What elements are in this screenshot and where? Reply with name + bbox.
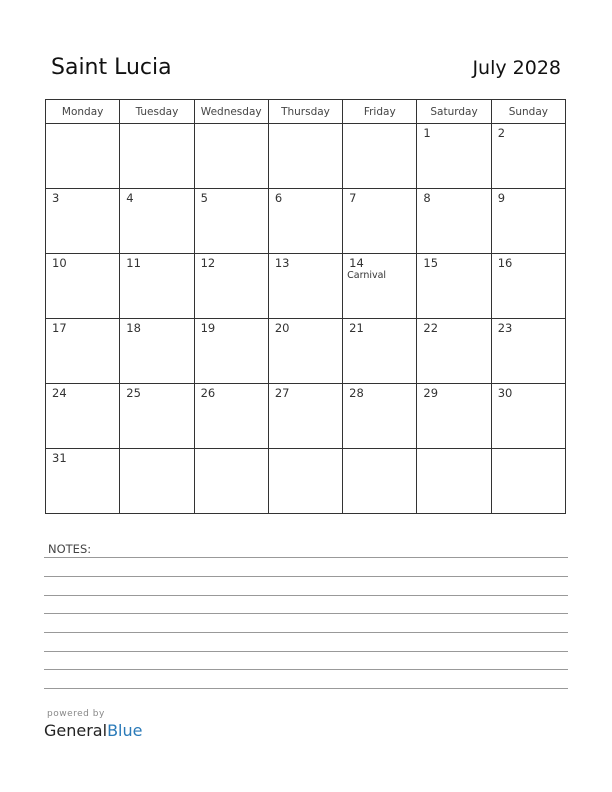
week-row <box>46 254 566 319</box>
day-cell[interactable] <box>343 319 417 384</box>
holiday-label: Carnival <box>347 270 387 281</box>
day-number: 4 <box>126 191 134 205</box>
week-row <box>46 449 566 514</box>
day-cell[interactable] <box>120 124 194 189</box>
day-cell[interactable] <box>46 319 120 384</box>
day-number: 21 <box>349 321 364 335</box>
day-cell[interactable] <box>417 449 491 514</box>
day-number: 16 <box>497 256 513 270</box>
note-line[interactable] <box>44 557 568 558</box>
note-line[interactable] <box>44 688 568 689</box>
calendar-grid <box>45 99 566 514</box>
day-cell[interactable] <box>120 189 194 254</box>
day-number: 2 <box>497 126 506 140</box>
day-cell[interactable] <box>491 189 565 254</box>
day-number: 26 <box>200 386 216 400</box>
day-number: 7 <box>349 191 357 205</box>
day-cell[interactable] <box>120 449 194 514</box>
day-cell[interactable] <box>194 449 268 514</box>
day-cell[interactable] <box>417 189 491 254</box>
weekday-header: Sunday <box>491 100 565 124</box>
day-cell[interactable] <box>120 254 194 319</box>
weekday-header-row <box>46 100 566 124</box>
brand-logo[interactable] <box>44 721 142 740</box>
day-cell[interactable] <box>268 254 342 319</box>
weekday-header: Friday <box>343 100 417 124</box>
note-line[interactable] <box>44 651 568 652</box>
month-year-title: July 2028 <box>472 57 561 79</box>
day-number: 6 <box>274 191 283 205</box>
day-number: 3 <box>52 191 60 205</box>
day-cell[interactable] <box>120 319 194 384</box>
day-cell[interactable] <box>491 124 565 189</box>
day-cell[interactable] <box>417 254 491 319</box>
day-cell[interactable] <box>268 189 342 254</box>
day-number: 14 <box>349 256 364 270</box>
note-line[interactable] <box>44 669 568 670</box>
day-cell[interactable] <box>268 124 342 189</box>
day-number: 20 <box>274 321 290 335</box>
day-cell[interactable] <box>491 384 565 449</box>
day-cell[interactable] <box>491 449 565 514</box>
day-number: 9 <box>497 191 506 205</box>
day-cell[interactable] <box>46 384 120 449</box>
day-cell[interactable] <box>268 449 342 514</box>
day-number: 24 <box>52 386 67 400</box>
day-number: 11 <box>126 256 141 270</box>
day-cell[interactable] <box>194 384 268 449</box>
day-number: 19 <box>200 321 216 335</box>
day-cell[interactable] <box>343 189 417 254</box>
day-number: 31 <box>52 451 67 465</box>
weekday-header: Wednesday <box>194 100 268 124</box>
day-cell[interactable] <box>417 384 491 449</box>
day-number: 1 <box>423 126 431 140</box>
day-cell[interactable] <box>343 124 417 189</box>
day-cell[interactable] <box>343 449 417 514</box>
weekday-header: Tuesday <box>120 100 194 124</box>
brand-logo-part1: General <box>44 721 108 740</box>
day-number: 23 <box>497 321 513 335</box>
day-number: 13 <box>274 256 290 270</box>
day-number: 8 <box>423 191 431 205</box>
brand-logo-part2: Blue <box>107 721 143 740</box>
powered-by-text: powered by <box>47 709 105 719</box>
day-number: 27 <box>274 386 290 400</box>
day-cell[interactable] <box>46 449 120 514</box>
note-line[interactable] <box>44 576 568 577</box>
day-cell[interactable] <box>194 189 268 254</box>
day-number: 18 <box>126 321 141 335</box>
note-line[interactable] <box>44 632 568 633</box>
day-number: 5 <box>200 191 208 205</box>
day-cell[interactable] <box>46 124 120 189</box>
day-cell[interactable] <box>194 319 268 384</box>
day-cell[interactable] <box>268 319 342 384</box>
notes-label: NOTES: <box>48 542 92 556</box>
day-number: 30 <box>497 386 513 400</box>
week-row <box>46 189 566 254</box>
week-row <box>46 124 566 189</box>
day-number: 15 <box>423 256 439 270</box>
day-cell[interactable] <box>343 384 417 449</box>
note-line[interactable] <box>44 595 568 596</box>
day-cell[interactable] <box>491 319 565 384</box>
day-number: 28 <box>349 386 364 400</box>
weekday-header: Thursday <box>268 100 342 124</box>
day-cell[interactable] <box>46 189 120 254</box>
day-cell[interactable] <box>343 254 417 319</box>
day-cell[interactable] <box>46 254 120 319</box>
note-line[interactable] <box>44 613 568 614</box>
day-number: 22 <box>423 321 439 335</box>
day-cell[interactable] <box>491 254 565 319</box>
day-number: 12 <box>200 256 216 270</box>
week-row <box>46 384 566 449</box>
weekday-header: Saturday <box>417 100 491 124</box>
day-cell[interactable] <box>268 384 342 449</box>
day-number: 29 <box>423 386 439 400</box>
week-row <box>46 319 566 384</box>
day-cell[interactable] <box>417 124 491 189</box>
country-title: Saint Lucia <box>51 55 172 80</box>
day-number: 17 <box>52 321 67 335</box>
day-cell[interactable] <box>417 319 491 384</box>
day-cell[interactable] <box>194 124 268 189</box>
day-number: 10 <box>52 256 67 270</box>
day-number: 25 <box>126 386 141 400</box>
weekday-header: Monday <box>46 100 120 124</box>
day-cell[interactable] <box>194 254 268 319</box>
day-cell[interactable] <box>120 384 194 449</box>
